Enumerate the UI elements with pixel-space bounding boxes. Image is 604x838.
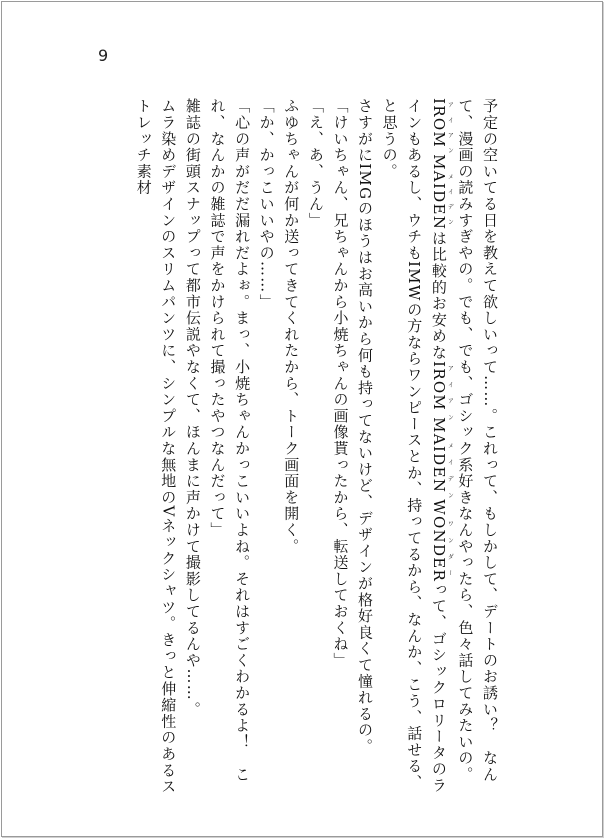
paragraph: IROM MAIDENアイアン メイデンは比較的お安めなIROM MAIDEN WONDERアイアン メイデン ワンダーって、ゴシックロリータのラインもあるし、ウチもIMWの方ならワンピースとか、持ってるから、なんか、こう、話せる、と思うの。 [380, 98, 454, 794]
page-frame [1, 1, 603, 837]
paragraph: 雑誌の街頭スナップって都市伝説やなくて、ほんまに声かけて撮影してるんや……。 [183, 98, 202, 718]
dialogue-line: 「けいちゃん、兄ちゃんから小焼ちゃんの画像貰ったから、転送しておくね」 [331, 98, 350, 669]
ruby-annotation: IROM MAIDEN WONDERアイアン メイデン ワンダー [429, 360, 454, 582]
dialogue-line: 「か、かっこいいやの……」 [257, 98, 276, 310]
vertical-text-body [110, 98, 502, 798]
dialogue-line: 「え、あ、うん」 [306, 98, 325, 229]
dialogue-line: 「心の声がだだ漏れだよぉ。まっ、小焼ちゃんかっこいいよね。それはすごくわかるよ！ これ、なんかの雑誌で声をかけられて撮ったやつなんだって」 [208, 98, 252, 783]
paragraph: ふゆちゃんが何か送ってきてくれたから、トーク画面を開く。 [282, 98, 301, 555]
paragraph: ムラ染めデザインのスリムパンツに、シンプルな無地のVネックシャツ。きっと伸縮性のあるストレッチ素材 [134, 98, 178, 795]
page-number: 9 [98, 46, 109, 65]
ruby-annotation: IROM MAIDENアイアン メイデン [429, 98, 454, 231]
paragraph: さすがにIMGのほうはお高いから何も持ってないけど、デザインが格好良くて憧れるの。 [356, 98, 375, 755]
paragraph: 予定の空いてる日を教えて欲しいって……。これって、もしかして、デートのお誘い？ なんて、漫画の読みすぎやの。でも、でも、ゴシック系好きなんやったら、色々話してみたいの。 [456, 98, 499, 783]
